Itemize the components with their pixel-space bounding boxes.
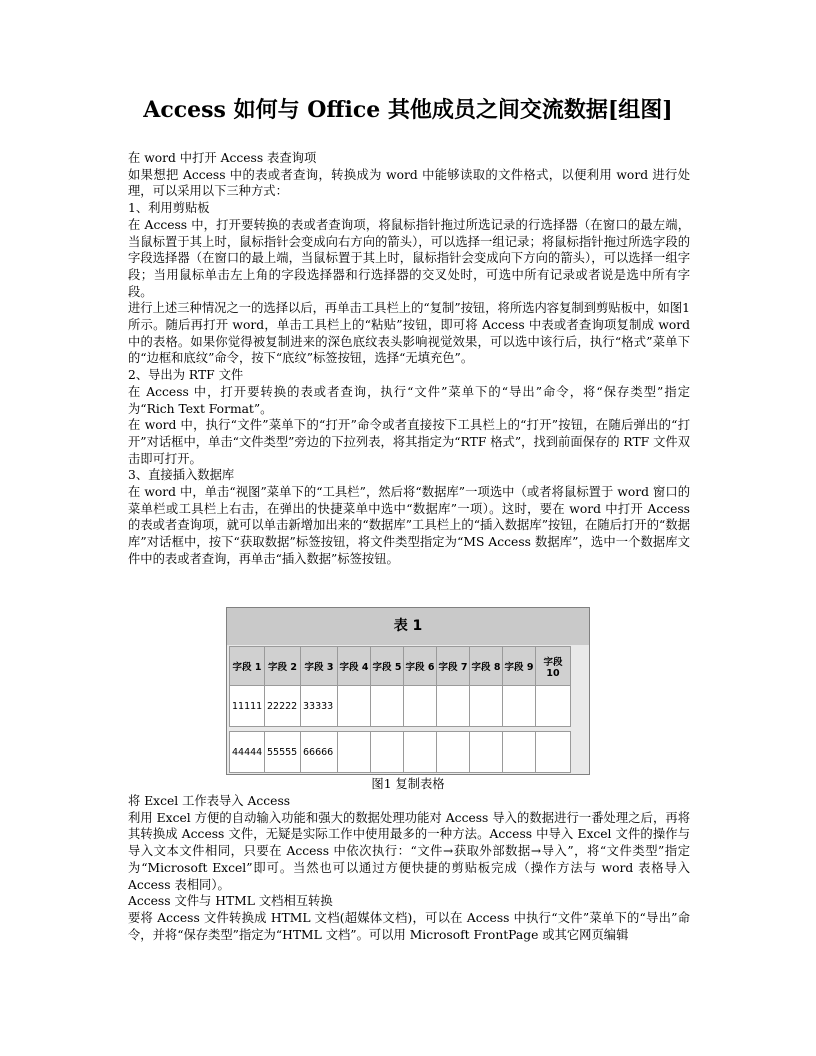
table-header-cell: 字段 6 bbox=[404, 647, 437, 686]
paragraph: 如果想把 Access 中的表或者查询，转换成为 word 中能够读取的文件格式，以便利用 word 进行处理，可以采用以下三种方式： bbox=[128, 167, 690, 199]
table-cell bbox=[371, 732, 404, 773]
table-row bbox=[230, 732, 571, 773]
article-body-top bbox=[128, 150, 690, 568]
figure-caption: 图1 复制表格 bbox=[371, 777, 445, 791]
table-cell bbox=[536, 732, 571, 773]
table-cell bbox=[338, 732, 371, 773]
table-header-cell: 字段 9 bbox=[503, 647, 536, 686]
table-cell bbox=[536, 686, 571, 727]
table-header-cell: 字段 3 bbox=[301, 647, 338, 686]
table-header-cell: 字段 4 bbox=[338, 647, 371, 686]
paragraph: 要将 Access 文件转换成 HTML 文档(超媒体文档)，可以在 Access 中执行“文件”菜单下的“导出”命令，并将“保存类型”指定为“HTML 文档”。可以用 Microsoft FrontPage 或其它网页编辑 bbox=[128, 910, 690, 942]
table-header-cell: 字段 8 bbox=[470, 647, 503, 686]
table-cell bbox=[371, 686, 404, 727]
table-header-cell: 字段 7 bbox=[437, 647, 470, 686]
table-header-cell: 字段 10 bbox=[536, 647, 571, 686]
table-cell: 55555 bbox=[265, 732, 301, 773]
table-cell bbox=[404, 732, 437, 773]
article-body-bottom bbox=[128, 793, 690, 943]
table-header-cell: 字段 1 bbox=[230, 647, 265, 686]
table-cell: 66666 bbox=[301, 732, 338, 773]
figure-copied-table bbox=[226, 607, 590, 775]
table-cell bbox=[338, 686, 371, 727]
page-title: Access 如何与 Office 其他成员之间交流数据[组图] bbox=[143, 97, 673, 123]
table-cell bbox=[503, 686, 536, 727]
paragraph: 在 Access 中，打开要转换的表或者查询，执行“文件”菜单下的“导出”命令，将“保存类型”指定为“Rich Text Format”。 bbox=[128, 384, 690, 416]
paragraph: 在 word 中，执行“文件”菜单下的“打开”命令或者直接按下工具栏上的“打开”按钮，在随后弹出的“打开”对话框中，单击“文件类型”旁边的下拉列表，将其指定为“RTF 格式”，找到前面保存的 RTF 文件双击即可打开。 bbox=[128, 418, 690, 466]
table-title: 表 1 bbox=[227, 608, 589, 645]
paragraph: 将 Excel 工作表导入 Access bbox=[128, 794, 291, 808]
table-cell bbox=[470, 686, 503, 727]
paragraph: 在 Access 中，打开要转换的表或者查询项，将鼠标指针拖过所选记录的行选择器（在窗口的最左端，当鼠标置于其上时，鼠标指针会变成向右方向的箭头），可以选择一组记录；将鼠标指针拖过所选字段的字段选择器（在窗口的最上端，当鼠标置于其上时，鼠标指针会变成向下方向的箭头），可以选择一组字段；当用鼠标单击左上角的字段选择器和行选择器的交叉处时，可选中所有记录或者说是选中所有字段。 bbox=[128, 217, 690, 299]
table-cell bbox=[470, 732, 503, 773]
paragraph: 在 word 中，单击“视图”菜单下的“工具栏”，然后将“数据库”一项选中（或者将鼠标置于 word 窗口的菜单栏或工具栏上右击，在弹出的快捷菜单中选中“数据库”一项）。这时，要在 word 中打开 Access 的表或者查询项，就可以单击新增加出来的“数据库”工具栏上的“插入数据库”按钮，在随后打开的“数据库”对话框中，按下“获取数据”标签按钮，将文件类型指定为“MS Access 数据库”，选中一个数据库文件中的表或者查询，再单击“插入数据”标签按钮。 bbox=[128, 485, 690, 566]
paragraph: 1、利用剪贴板 bbox=[128, 201, 210, 216]
table-header-cell: 字段 5 bbox=[371, 647, 404, 686]
table-cell: 22222 bbox=[265, 686, 301, 727]
table-cell: 33333 bbox=[301, 686, 338, 727]
paragraph: 2、导出为 RTF 文件 bbox=[128, 368, 244, 383]
paragraph: 进行上述三种情况之一的选择以后，再单击工具栏上的“复制”按钮，将所选内容复制到剪贴板中，如图1所示。随后再打开 word，单击工具栏上的“粘贴”按钮，即可将 Access 中表或者查询项复制成 word 中的表格。如果你觉得被复制进来的深色底纹表头影响视觉效果，可以选中该行后，执行“格式”菜单下的“边框和底纹”命令，按下“底纹”标签按钮，选择“无填充色”。 bbox=[128, 301, 690, 366]
table-cell bbox=[437, 732, 470, 773]
table-row bbox=[230, 686, 571, 727]
table-cell bbox=[503, 732, 536, 773]
paragraph: 在 word 中打开 Access 表查询项 bbox=[128, 151, 317, 165]
copied-table bbox=[229, 646, 571, 773]
paragraph: 3、直接插入数据库 bbox=[128, 468, 235, 483]
table-cell: 11111 bbox=[230, 686, 265, 727]
table-cell bbox=[437, 686, 470, 727]
paragraph: 利用 Excel 方便的自动输入功能和强大的数据处理功能对 Access 导入的数据进行一番处理之后，再将其转换成 Access 文件，无疑是实际工作中使用最多的一种方法。Access 中导入 Excel 文件的操作与导入文本文件相同，只要在 Access 中依次执行：“文件→获取外部数据→导入”，将“文件类型”指定为“Microsoft Excel”即可。当然也可以通过方便快捷的剪贴板完成（操作方法与 word 表格导入 Access 表相同）。 bbox=[128, 810, 690, 892]
table-cell: 44444 bbox=[230, 732, 265, 773]
table-header-cell: 字段 2 bbox=[265, 647, 301, 686]
table-cell bbox=[404, 686, 437, 727]
table-header-row bbox=[230, 647, 571, 686]
paragraph: Access 文件与 HTML 文档相互转换 bbox=[128, 894, 333, 909]
